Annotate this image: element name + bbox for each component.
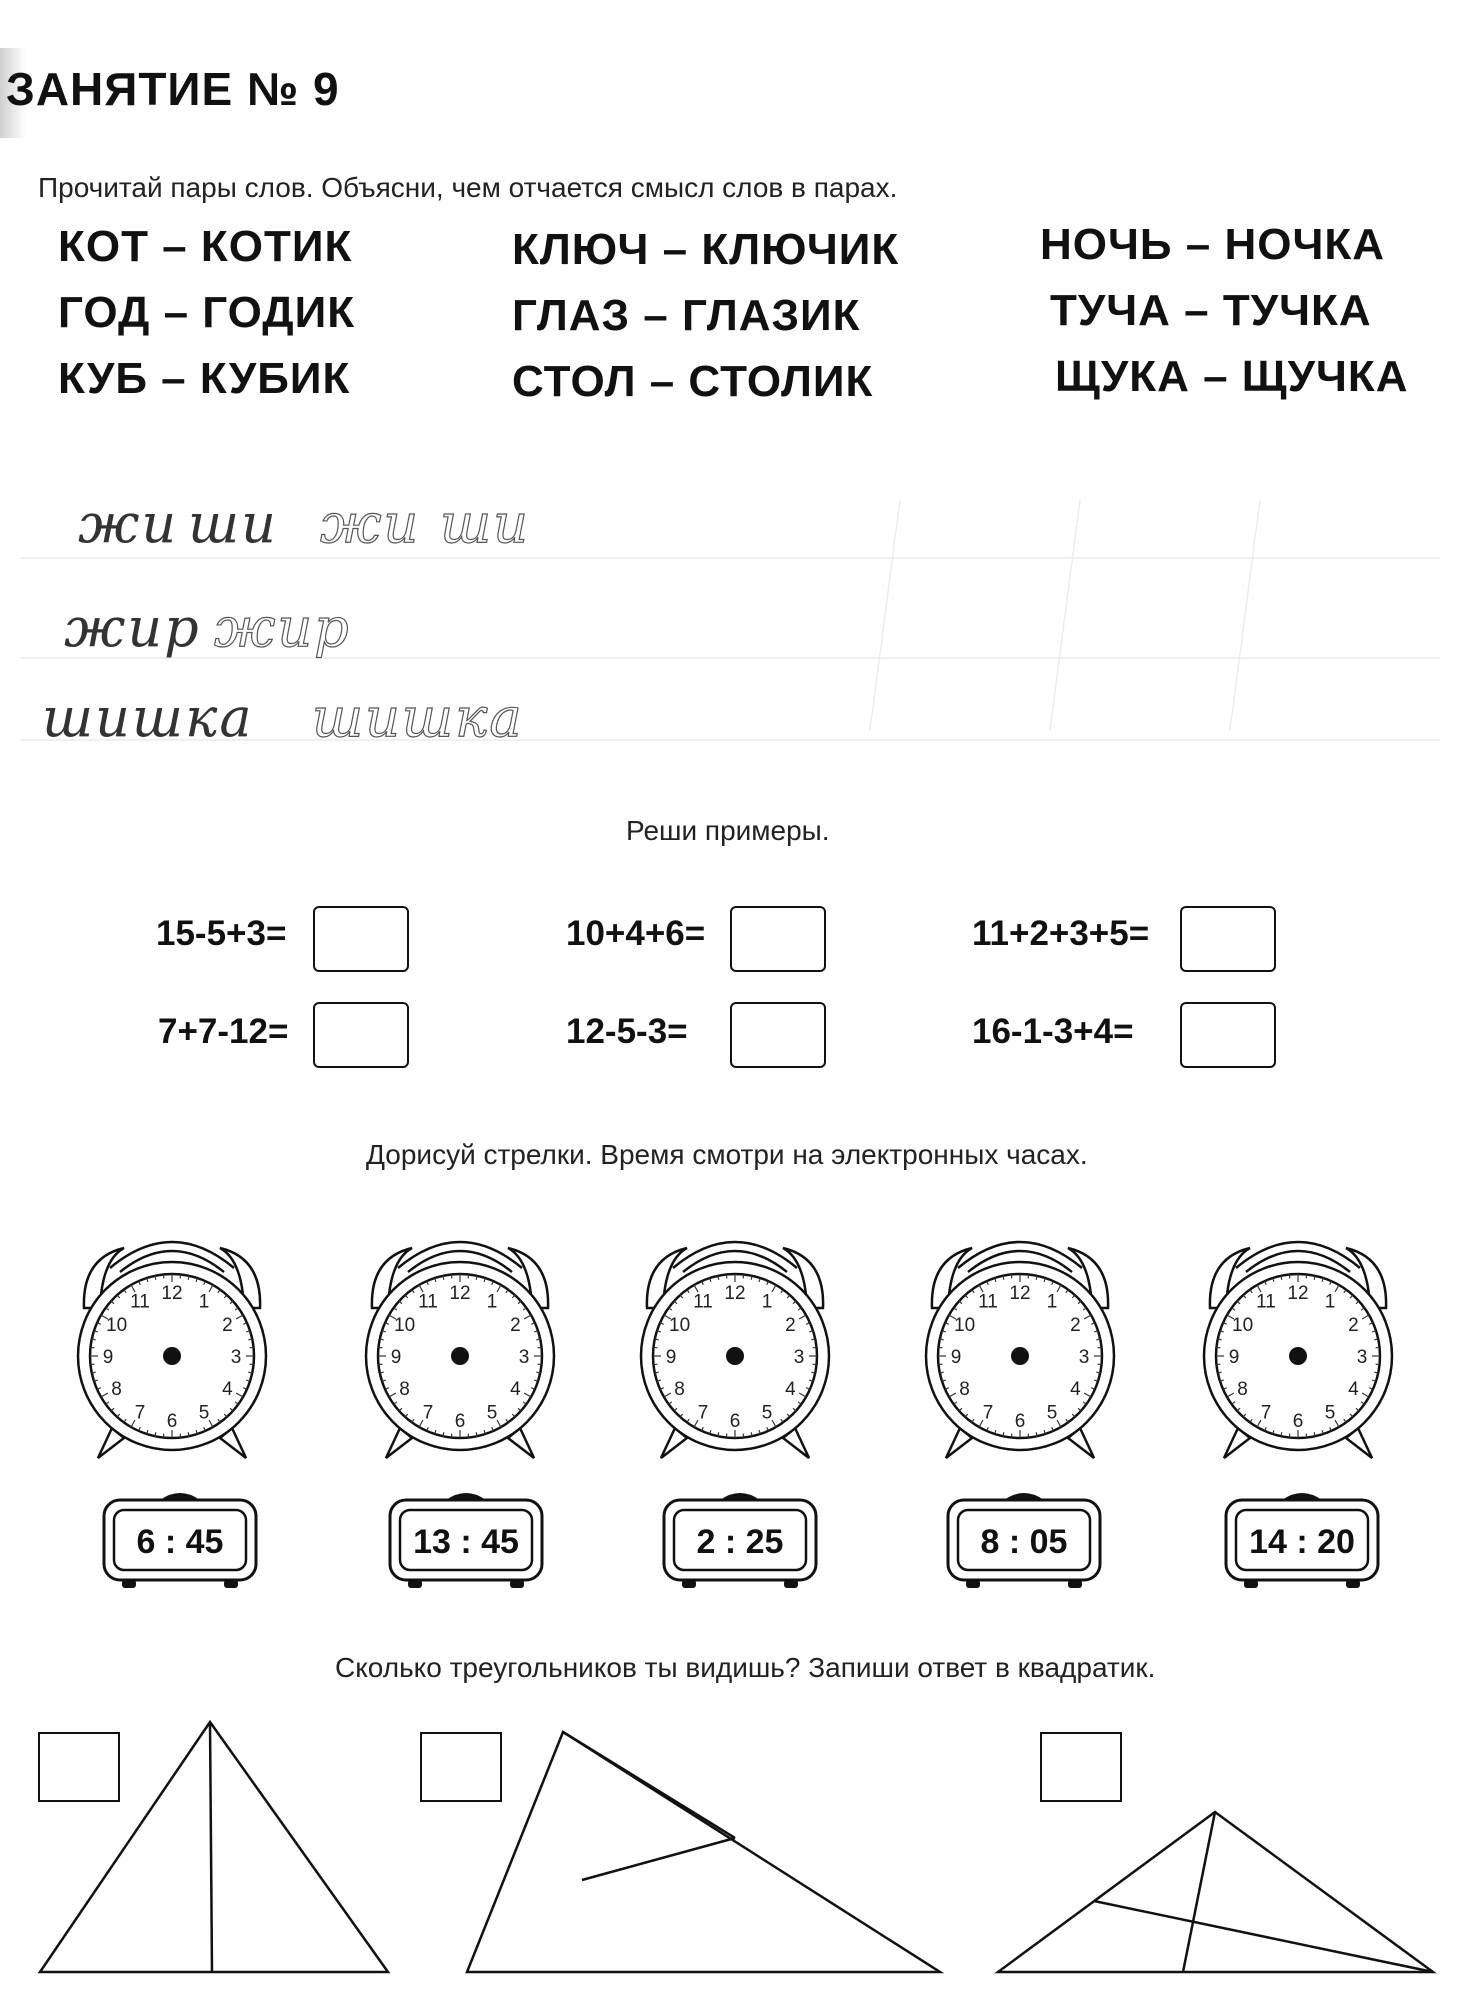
dial-tick [1374, 1339, 1378, 1340]
answer-box[interactable] [1180, 906, 1276, 972]
digital-clock [660, 1486, 820, 1596]
math-example: 7+7-12= [158, 1012, 289, 1051]
cursive-trace: ши [440, 492, 530, 555]
dial-number: 11 [130, 1291, 150, 1313]
dial-number: 5 [198, 1402, 210, 1424]
cursive-trace: жир [214, 596, 351, 659]
dial-tick [1003, 1432, 1004, 1436]
alarm-clock[interactable] [62, 1220, 282, 1460]
dial-number: 11 [978, 1291, 998, 1313]
dial-tick [155, 1276, 156, 1280]
dial-number: 3 [1078, 1347, 1090, 1368]
dial-number: 3 [1356, 1347, 1368, 1368]
digital-time: 13 : 45 [413, 1523, 519, 1561]
answer-box[interactable] [313, 1002, 409, 1068]
dial-tick [1281, 1276, 1282, 1280]
dial-number: 12 [724, 1283, 746, 1304]
digital-clock [100, 1486, 260, 1596]
dial-number: 9 [390, 1347, 402, 1368]
math-example: 11+2+3+5= [972, 914, 1150, 953]
word-pair: ТУЧА – ТУЧКА [1050, 286, 1372, 335]
cursive-trace: жи [320, 492, 421, 555]
dial-tick [1096, 1372, 1100, 1373]
dial-tick [718, 1276, 719, 1280]
dial-tick [536, 1339, 540, 1340]
dial-number: 2 [222, 1315, 233, 1336]
dial-number: 10 [1232, 1315, 1254, 1336]
digital-clock [386, 1486, 546, 1596]
dial-tick [1314, 1276, 1315, 1280]
dial-number: 9 [1228, 1347, 1240, 1368]
dial-tick [248, 1339, 252, 1340]
dial-tick [1314, 1432, 1315, 1436]
dial-tick [188, 1432, 189, 1436]
math-example: 10+4+6= [566, 914, 706, 953]
alarm-clock[interactable] [910, 1220, 1130, 1460]
dial-tick [443, 1276, 444, 1280]
dial-number: 8 [111, 1379, 122, 1400]
dial-number: 5 [1324, 1402, 1336, 1424]
digital-time: 2 : 25 [696, 1523, 784, 1561]
dial-tick [536, 1372, 540, 1373]
dial-tick [1036, 1432, 1037, 1436]
dial-tick [1374, 1372, 1378, 1373]
dial-number: 1 [198, 1291, 210, 1313]
page-title: ЗАНЯТИЕ № 9 [6, 63, 340, 115]
dial-tick [380, 1372, 384, 1373]
dial-number: 8 [1237, 1379, 1248, 1400]
dial-number: 12 [1287, 1283, 1309, 1304]
dial-number: 7 [134, 1402, 146, 1424]
dial-number: 5 [761, 1402, 773, 1424]
alarm-clock[interactable] [350, 1220, 570, 1460]
dial-tick [940, 1339, 944, 1340]
word-pair: ЩУКА – ЩУЧКА [1055, 352, 1409, 401]
alarm-clock[interactable] [625, 1220, 845, 1460]
dial-number: 6 [729, 1411, 741, 1432]
word-pair: КЛЮЧ – КЛЮЧИК [512, 225, 900, 274]
cursive-sample: жи [78, 492, 179, 555]
dial-number: 2 [1070, 1315, 1081, 1336]
cursive-sample: шишка [42, 686, 254, 749]
dial-number: 10 [954, 1315, 976, 1336]
triangle-2-cut-b [582, 1838, 735, 1880]
dial-number: 8 [399, 1379, 410, 1400]
dial-number: 9 [950, 1347, 962, 1368]
dial-tick [1281, 1432, 1282, 1436]
dial-tick [476, 1276, 477, 1280]
dial-tick [751, 1276, 752, 1280]
dial-tick [655, 1372, 659, 1373]
digital-time: 14 : 20 [1249, 1523, 1355, 1561]
dial-tick [811, 1339, 815, 1340]
answer-box[interactable] [313, 906, 409, 972]
dial-number: 9 [102, 1347, 114, 1368]
dial-number: 10 [106, 1315, 128, 1336]
dial-number: 1 [1046, 1291, 1058, 1313]
dial-number: 4 [785, 1379, 796, 1400]
dial-tick [188, 1276, 189, 1280]
word-pair: КОТ – КОТИК [58, 222, 353, 271]
task5-instruction: Сколько треугольников ты видишь? Запиши ответ в квадратик. [335, 1652, 1156, 1683]
triangle-3-cut-a [1183, 1812, 1215, 1972]
dial-number: 2 [785, 1315, 796, 1336]
answer-box[interactable] [730, 906, 826, 972]
triangle-1-median [210, 1722, 212, 1972]
task4-instruction: Дорисуй стрелки. Время смотри на электронных часах. [366, 1139, 1088, 1170]
dial-tick [655, 1339, 659, 1340]
dial-number: 9 [665, 1347, 677, 1368]
dial-number: 8 [959, 1379, 970, 1400]
dial-number: 11 [1256, 1291, 1276, 1313]
dial-number: 6 [1292, 1411, 1304, 1432]
word-pair: СТОЛ – СТОЛИК [512, 357, 874, 406]
dial-number: 1 [1324, 1291, 1336, 1313]
dial-tick [155, 1432, 156, 1436]
dial-number: 3 [230, 1347, 242, 1368]
dial-number: 1 [486, 1291, 498, 1313]
dial-number: 8 [674, 1379, 685, 1400]
cursive-trace: шишка [312, 686, 524, 749]
digital-clock [1222, 1486, 1382, 1596]
alarm-clock[interactable] [1188, 1220, 1408, 1460]
dial-tick [1036, 1276, 1037, 1280]
word-pair: КУБ – КУБИК [58, 354, 351, 403]
dial-number: 3 [518, 1347, 530, 1368]
dial-number: 2 [1348, 1315, 1359, 1336]
dial-tick [248, 1372, 252, 1373]
dial-tick [718, 1432, 719, 1436]
dial-number: 6 [1014, 1411, 1026, 1432]
dial-number: 11 [418, 1291, 438, 1313]
dial-number: 4 [1348, 1379, 1359, 1400]
dial-number: 12 [1009, 1283, 1031, 1304]
answer-box[interactable] [730, 1002, 826, 1068]
word-pair: ГЛАЗ – ГЛАЗИК [512, 291, 861, 340]
dial-number: 3 [793, 1347, 805, 1368]
math-example: 15-5+3= [156, 914, 287, 953]
answer-box[interactable] [1180, 1002, 1276, 1068]
dial-number: 1 [761, 1291, 773, 1313]
dial-tick [92, 1339, 96, 1340]
digital-time: 8 : 05 [980, 1523, 1068, 1561]
dial-tick [940, 1372, 944, 1373]
math-example: 12-5-3= [566, 1012, 688, 1051]
task1-instruction: Прочитай пары слов. Объясни, чем отчается смысл слов в парах. [38, 172, 898, 203]
dial-tick [1003, 1276, 1004, 1280]
dial-tick [443, 1432, 444, 1436]
dial-number: 5 [486, 1402, 498, 1424]
dial-number: 10 [394, 1315, 416, 1336]
cursive-sample: ши [188, 492, 278, 555]
dial-tick [751, 1432, 752, 1436]
dial-number: 4 [510, 1379, 521, 1400]
dial-number: 11 [693, 1291, 713, 1313]
triangle-figure-2 [467, 1732, 940, 1972]
dial-tick [1218, 1372, 1222, 1373]
dial-number: 12 [161, 1283, 183, 1304]
dial-number: 7 [422, 1402, 434, 1424]
triangles-figure [0, 1700, 1464, 2000]
dial-number: 12 [449, 1283, 471, 1304]
dial-number: 5 [1046, 1402, 1058, 1424]
dial-tick [1218, 1339, 1222, 1340]
dial-tick [92, 1372, 96, 1373]
digital-time: 6 : 45 [136, 1523, 224, 1561]
dial-number: 7 [982, 1402, 994, 1424]
dial-number: 7 [1260, 1402, 1272, 1424]
triangle-figure-1 [40, 1722, 388, 1972]
dial-number: 10 [669, 1315, 691, 1336]
cursive-sample: жир [64, 596, 201, 659]
dial-number: 6 [166, 1411, 178, 1432]
word-pair: НОЧЬ – НОЧКА [1040, 220, 1386, 269]
dial-tick [1096, 1339, 1100, 1340]
triangle-2-cut-a [563, 1732, 735, 1838]
triangle-3-cut-b [1094, 1901, 1433, 1972]
dial-tick [380, 1339, 384, 1340]
dial-number: 7 [697, 1402, 709, 1424]
dial-number: 2 [510, 1315, 521, 1336]
dial-number: 6 [454, 1411, 466, 1432]
dial-tick [476, 1432, 477, 1436]
math-example: 16-1-3+4= [972, 1012, 1134, 1051]
dial-tick [811, 1372, 815, 1373]
triangle-figure-3 [998, 1812, 1433, 1972]
dial-number: 4 [1070, 1379, 1081, 1400]
task3-instruction: Реши примеры. [626, 815, 830, 846]
digital-clock [944, 1486, 1104, 1596]
word-pair: ГОД – ГОДИК [58, 288, 356, 337]
dial-number: 4 [222, 1379, 233, 1400]
